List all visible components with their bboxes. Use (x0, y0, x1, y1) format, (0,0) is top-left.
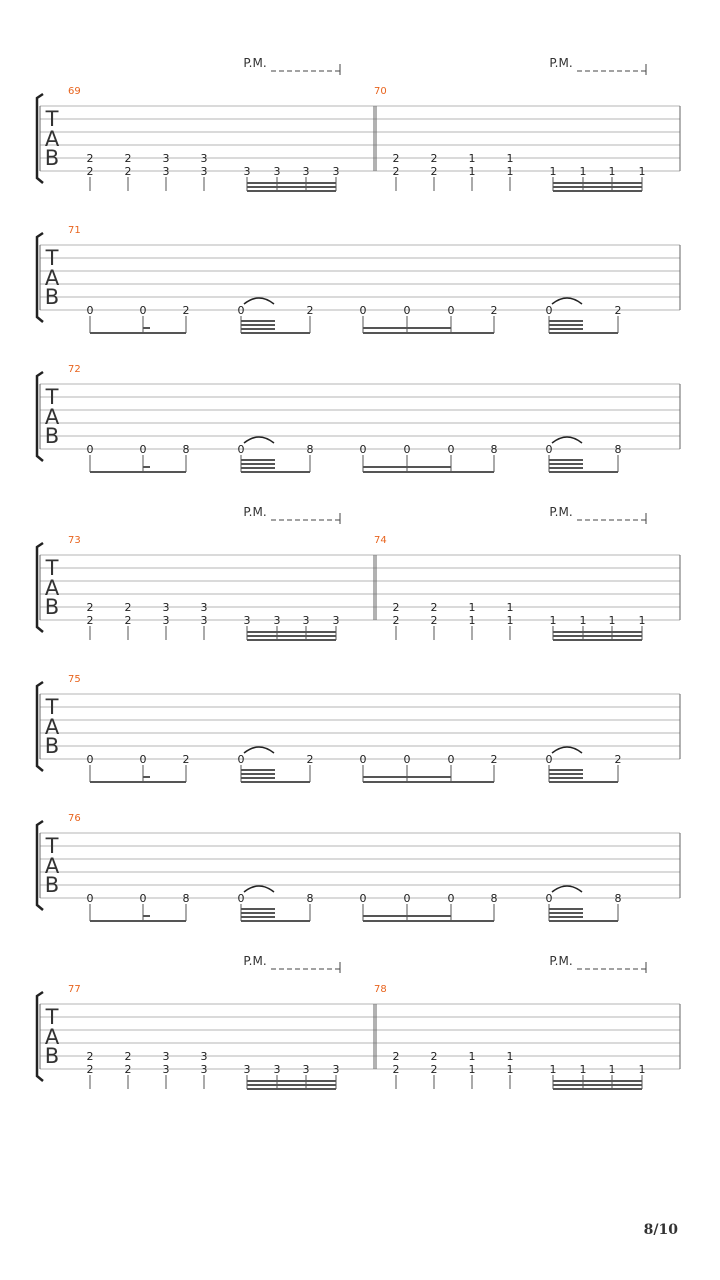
fret-number: 2 (392, 1050, 400, 1063)
fret-number: 2 (124, 165, 132, 178)
tie-arc (552, 298, 582, 304)
fret-number: 8 (306, 443, 314, 456)
fret-number: 3 (162, 601, 170, 614)
tab-system-4 (37, 505, 680, 640)
fret-number: 2 (392, 165, 400, 178)
tab-clef-t: T (45, 246, 59, 270)
fret-number: 3 (162, 614, 170, 627)
fret-number: 2 (490, 753, 498, 766)
fret-number: 1 (506, 1063, 514, 1076)
fret-number: 0 (237, 443, 245, 456)
fret-number: 0 (86, 304, 94, 317)
fret-number: 3 (332, 165, 340, 178)
fret-number: 1 (579, 614, 587, 627)
tab-clef-t: T (45, 556, 59, 580)
fret-number: 1 (506, 165, 514, 178)
fret-number: 3 (273, 614, 281, 627)
tab-clef-b: B (44, 595, 60, 619)
fret-number: 0 (139, 753, 147, 766)
tab-system-7 (37, 954, 680, 1089)
fret-number: 2 (124, 1063, 132, 1076)
tab-system-3 (37, 364, 680, 472)
fret-number: 0 (403, 304, 411, 317)
fret-number: 0 (447, 753, 455, 766)
measure-number: 73 (68, 535, 81, 546)
fret-number: 0 (545, 892, 553, 905)
fret-number: 2 (124, 152, 132, 165)
palm-mute-label: P.M. (243, 505, 267, 519)
fret-number: 2 (86, 165, 94, 178)
tab-clef-b: B (44, 146, 60, 170)
fret-number: 0 (86, 753, 94, 766)
fret-number: 8 (182, 892, 190, 905)
fret-number: 2 (614, 304, 622, 317)
fret-number: 2 (86, 152, 94, 165)
fret-number: 8 (614, 892, 622, 905)
fret-number: 0 (237, 304, 245, 317)
fret-number: 2 (306, 753, 314, 766)
tab-clef-a: A (44, 405, 60, 429)
fret-number: 2 (490, 304, 498, 317)
fret-number: 1 (468, 165, 476, 178)
tie-arc (244, 886, 274, 892)
fret-number: 1 (608, 1063, 616, 1076)
fret-number: 1 (506, 601, 514, 614)
measure-number: 72 (68, 364, 81, 375)
fret-number: 2 (430, 1063, 438, 1076)
tab-clef-b: B (44, 424, 60, 448)
fret-number: 0 (447, 304, 455, 317)
tie-arc (244, 298, 274, 304)
fret-number: 2 (430, 1050, 438, 1063)
fret-number: 2 (86, 1050, 94, 1063)
tab-clef-t: T (45, 695, 59, 719)
fret-number: 3 (243, 1063, 251, 1076)
fret-number: 3 (162, 1063, 170, 1076)
fret-number: 1 (579, 1063, 587, 1076)
fret-number: 0 (86, 443, 94, 456)
tab-clef-t: T (45, 1005, 59, 1029)
tab-clef-b: B (44, 285, 60, 309)
tab-clef-a: A (44, 576, 60, 600)
fret-number: 1 (506, 614, 514, 627)
fret-number: 0 (447, 443, 455, 456)
tie-arc (244, 437, 274, 443)
fret-number: 2 (124, 601, 132, 614)
fret-number: 2 (392, 614, 400, 627)
tab-system-5 (37, 674, 680, 782)
fret-number: 3 (332, 614, 340, 627)
fret-number: 1 (468, 601, 476, 614)
fret-number: 3 (200, 165, 208, 178)
measure-number: 75 (68, 674, 81, 685)
systems-layer (37, 56, 680, 1089)
fret-number: 2 (430, 165, 438, 178)
fret-number: 8 (614, 443, 622, 456)
fret-number: 0 (237, 892, 245, 905)
fret-number: 2 (306, 304, 314, 317)
tab-clef-t: T (45, 385, 59, 409)
fret-number: 3 (162, 152, 170, 165)
tab-clef-b: B (44, 873, 60, 897)
fret-number: 0 (359, 892, 367, 905)
fret-number: 3 (162, 1050, 170, 1063)
tab-clef-t: T (45, 107, 59, 131)
fret-number: 3 (200, 152, 208, 165)
fret-number: 3 (273, 165, 281, 178)
tab-clef-a: A (44, 1025, 60, 1049)
fret-number: 3 (302, 1063, 310, 1076)
tie-arc (552, 747, 582, 753)
fret-number: 8 (182, 443, 190, 456)
fret-number: 2 (392, 1063, 400, 1076)
measure-number: 71 (68, 225, 81, 236)
fret-number: 0 (403, 753, 411, 766)
tab-clef-t: T (45, 834, 59, 858)
tab-clef-a: A (44, 715, 60, 739)
fret-number: 1 (608, 614, 616, 627)
fret-number: 1 (549, 614, 557, 627)
fret-number: 0 (359, 443, 367, 456)
fret-number: 2 (124, 1050, 132, 1063)
fret-number: 0 (359, 304, 367, 317)
fret-number: 2 (86, 614, 94, 627)
fret-number: 2 (182, 753, 190, 766)
fret-number: 1 (549, 1063, 557, 1076)
fret-number: 3 (243, 614, 251, 627)
fret-number: 1 (638, 614, 646, 627)
fret-number: 1 (506, 1050, 514, 1063)
fret-number: 2 (392, 152, 400, 165)
fret-number: 0 (545, 443, 553, 456)
fret-number: 2 (182, 304, 190, 317)
fret-number: 0 (139, 892, 147, 905)
fret-number: 3 (332, 1063, 340, 1076)
fret-number: 2 (430, 601, 438, 614)
palm-mute-label: P.M. (549, 56, 573, 70)
page-number: 8/10 (643, 1222, 678, 1238)
fret-number: 1 (638, 1063, 646, 1076)
fret-number: 2 (86, 1063, 94, 1076)
fret-number: 8 (490, 892, 498, 905)
palm-mute-label: P.M. (243, 954, 267, 968)
fret-number: 3 (200, 614, 208, 627)
fret-number: 1 (579, 165, 587, 178)
fret-number: 0 (237, 753, 245, 766)
tab-clef-a: A (44, 854, 60, 878)
fret-number: 8 (490, 443, 498, 456)
fret-number: 8 (306, 892, 314, 905)
fret-number: 3 (302, 614, 310, 627)
fret-number: 0 (447, 892, 455, 905)
tab-clef-b: B (44, 734, 60, 758)
fret-number: 1 (638, 165, 646, 178)
fret-number: 0 (403, 443, 411, 456)
tie-arc (552, 437, 582, 443)
palm-mute-label: P.M. (549, 954, 573, 968)
measure-number: 70 (374, 86, 387, 97)
tab-system-2 (37, 225, 680, 333)
fret-number: 0 (86, 892, 94, 905)
fret-number: 3 (200, 1050, 208, 1063)
fret-number: 3 (162, 165, 170, 178)
measure-number: 69 (68, 86, 81, 97)
tab-clef-b: B (44, 1044, 60, 1068)
measure-number: 77 (68, 984, 81, 995)
palm-mute-label: P.M. (243, 56, 267, 70)
fret-number: 0 (545, 753, 553, 766)
tab-system-1 (37, 56, 680, 191)
tab-system-6 (37, 813, 680, 921)
fret-number: 1 (608, 165, 616, 178)
fret-number: 2 (124, 614, 132, 627)
fret-number: 0 (545, 304, 553, 317)
fret-number: 2 (86, 601, 94, 614)
fret-number: 1 (468, 1050, 476, 1063)
fret-number: 3 (302, 165, 310, 178)
fret-number: 0 (139, 443, 147, 456)
fret-number: 2 (430, 614, 438, 627)
fret-number: 1 (468, 1063, 476, 1076)
tie-arc (244, 747, 274, 753)
fret-number: 1 (506, 152, 514, 165)
palm-mute-label: P.M. (549, 505, 573, 519)
fret-number: 3 (273, 1063, 281, 1076)
fret-number: 2 (430, 152, 438, 165)
fret-number: 2 (392, 601, 400, 614)
fret-number: 3 (200, 601, 208, 614)
fret-number: 1 (549, 165, 557, 178)
fret-number: 0 (139, 304, 147, 317)
fret-number: 2 (614, 753, 622, 766)
tab-clef-a: A (44, 127, 60, 151)
tie-arc (552, 886, 582, 892)
fret-number: 1 (468, 152, 476, 165)
fret-number: 0 (359, 753, 367, 766)
fret-number: 1 (468, 614, 476, 627)
measure-number: 74 (374, 535, 387, 546)
fret-number: 3 (243, 165, 251, 178)
fret-number: 3 (200, 1063, 208, 1076)
measure-number: 76 (68, 813, 81, 824)
measure-number: 78 (374, 984, 387, 995)
fret-number: 0 (403, 892, 411, 905)
tab-clef-a: A (44, 266, 60, 290)
